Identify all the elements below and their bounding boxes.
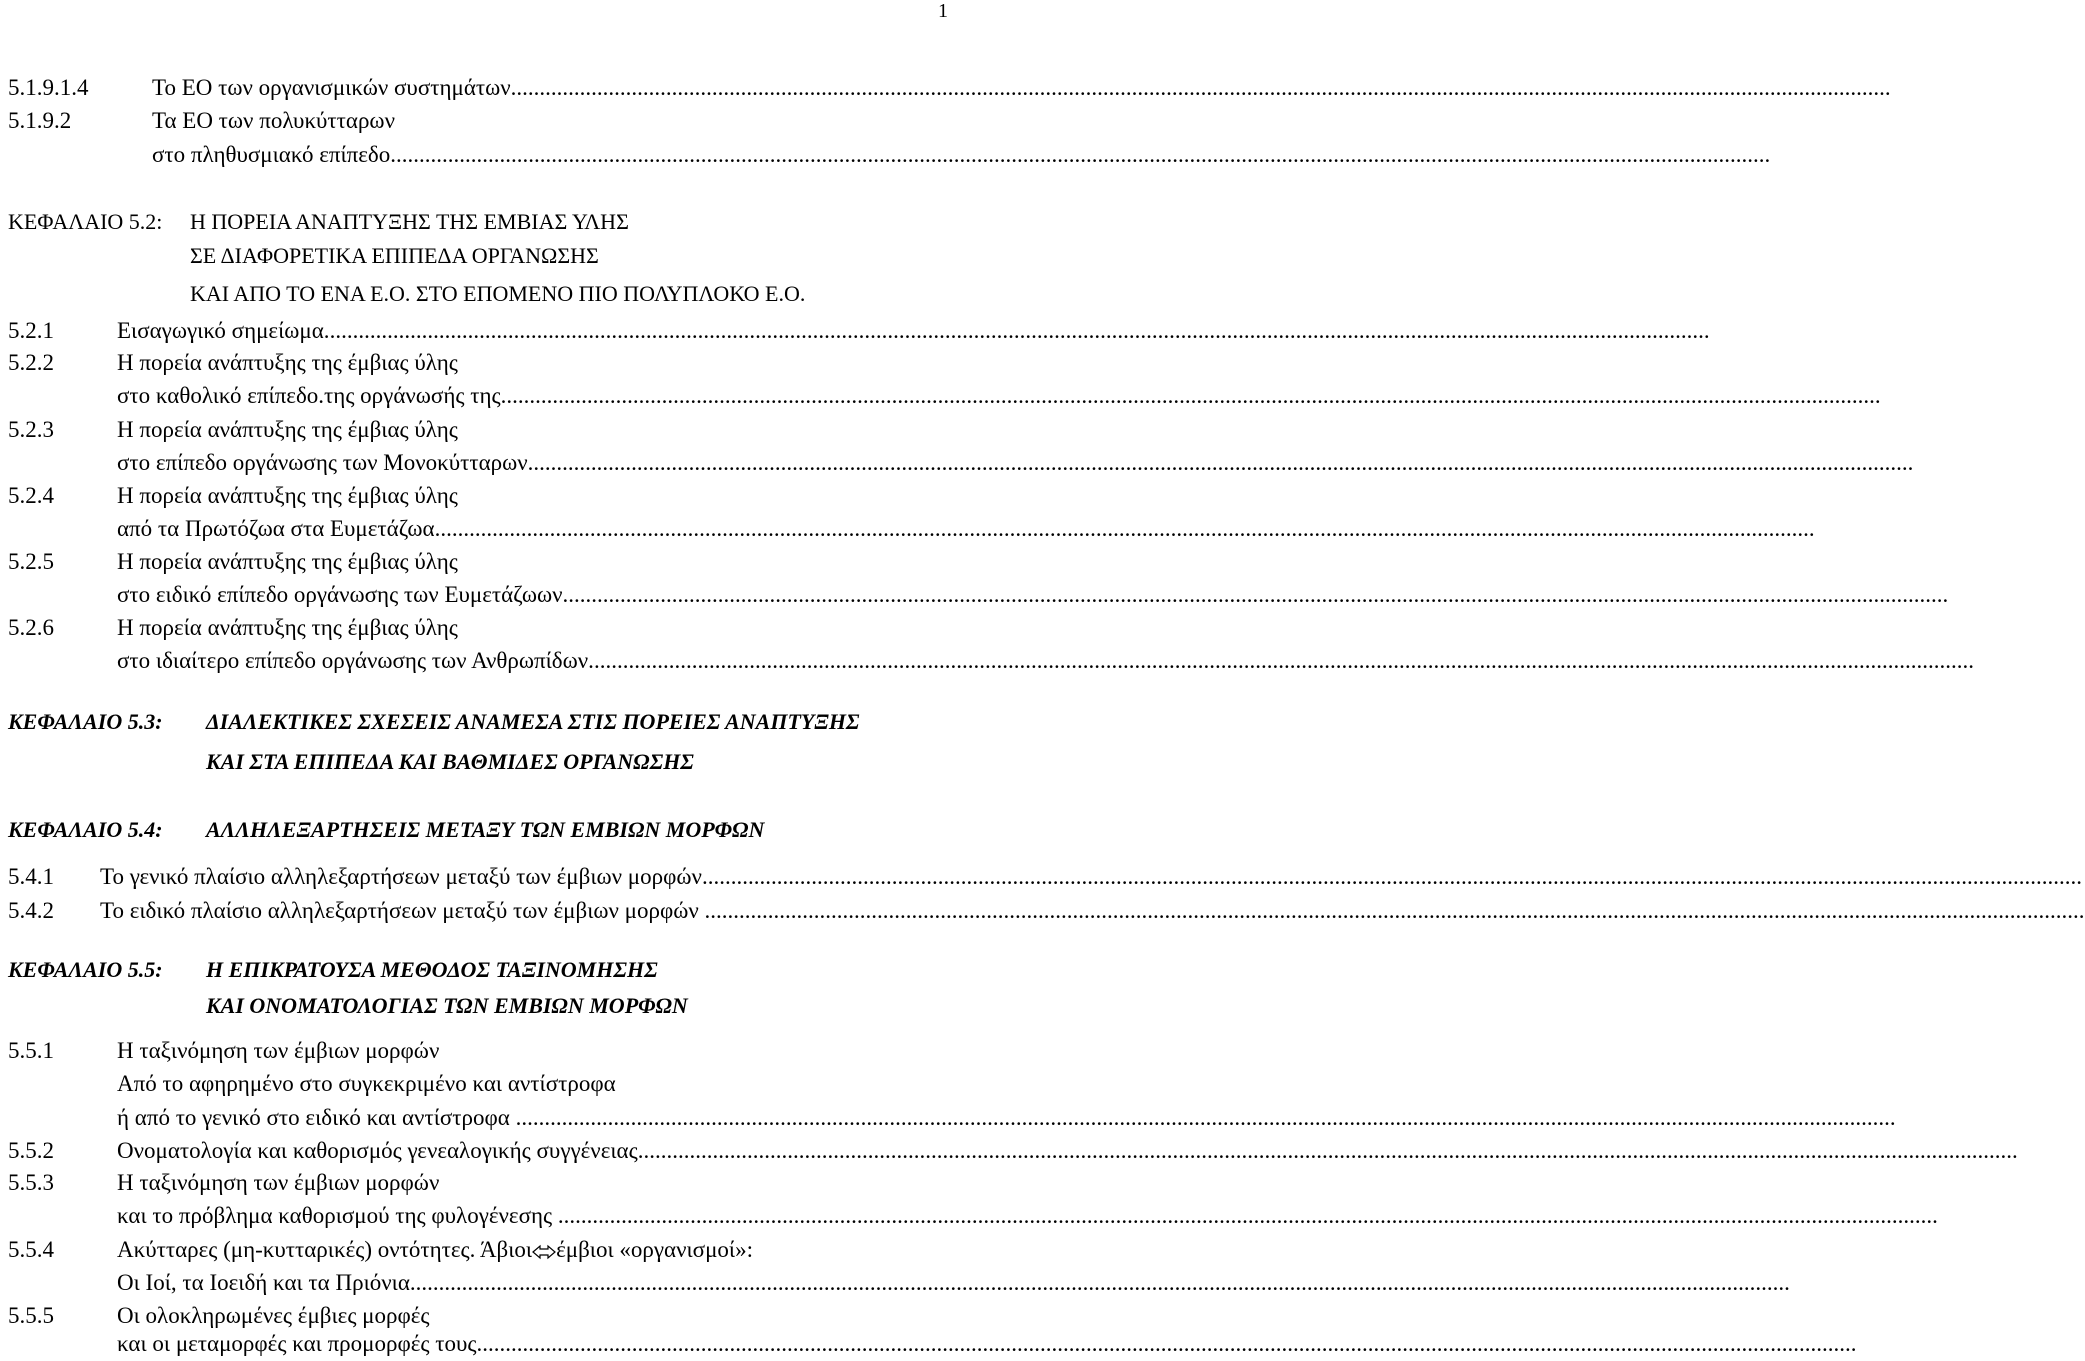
entry-text: Η πορεία ανάπτυξης της έμβιας ύλης (117, 615, 458, 640)
page-number: 1 (938, 0, 948, 22)
entry-text: Η πορεία ανάπτυξης της έμβιας ύλης (117, 483, 458, 508)
chapter-5-5-title-2: ΚΑΙ ΟΝΟΜΑΤΟΛΟΓΙΑΣ ΤΩΝ ΕΜΒΙΩΝ ΜΟΡΦΩΝ (206, 993, 688, 1018)
entry-text: στο ειδικό επίπεδο οργάνωσης των Ευμετάζωων. (117, 582, 569, 607)
chapter-5-4-label: ΚΕΦΑΛΑΙΟ 5.4: (8, 817, 163, 842)
dot-leader: ................................................................................................................................................................................................................................................ (515, 1105, 1896, 1130)
entry-number: 5.5.3 (8, 1170, 54, 1195)
entry-text: στο πληθυσμιακό επίπεδο (152, 142, 391, 167)
entry-line (117, 1327, 1857, 1360)
chapter-5-2-title-2: ΣΕ ΔΙΑΦΟΡΕΤΙΚΑ ΕΠΙΠΕΔΑ ΟΡΓΑΝΩΣΗΣ (190, 243, 599, 268)
entry-number: 5.2.1 (8, 318, 54, 343)
entry-line (117, 644, 1974, 677)
entry-line (100, 860, 2082, 893)
entry-text: Το ειδικό πλαίσιο αλληλεξαρτήσεων μεταξύ των έμβιων μορφών (100, 898, 705, 923)
dot-leader: ................................................................................................................................................................................................................................................ (557, 1203, 1938, 1228)
dot-leader: ................................................................................................................................................................................................................................................ (533, 450, 1914, 475)
chapter-5-3-title-2: ΚΑΙ ΣΤΑ ΕΠΙΠΕΔΑ ΚΑΙ ΒΑΘΜΙΔΕΣ ΟΡΓΑΝΩΣΗΣ (206, 749, 694, 774)
entry-text: στο επίπεδο οργάνωσης των Μονοκύτταρων. (117, 450, 534, 475)
chapter-5-4-title-1: ΑΛΛΗΛΕΞΑΡΤΗΣΕΙΣ ΜΕΤΑΞΥ ΤΩΝ ΕΜΒΙΩΝ ΜΟΡΦΩΝ (206, 817, 765, 842)
entry-text: Οι ολοκληρωμένες έμβιες μορφές (117, 1303, 430, 1328)
chapter-5-3-label: ΚΕΦΑΛΑΙΟ 5.3: (8, 709, 163, 734)
chapter-5-3-title-1: ΔΙΑΛΕΚΤΙΚΕΣ ΣΧΕΣΕΙΣ ΑΝΑΜΕΣΑ ΣΤΙΣ ΠΟΡΕΙΕΣ ΑΝΑΠΤΥΞΗΣ (206, 709, 860, 734)
dot-leader: ................................................................................................................................................................................................................................................ (329, 318, 1710, 343)
entry-text: ή από το γενικό στο ειδικό και αντίστροφα (117, 1105, 516, 1130)
entry-text: Εισαγωγικό σημείωμα. (117, 318, 330, 343)
entry-line (117, 1101, 1896, 1134)
entry-text: στο καθολικό επίπεδο.της οργάνωσής της (117, 383, 501, 408)
entry-text: Από το αφηρημένο στο συγκεκριμένο και αντίστροφα (117, 1071, 616, 1096)
chapter-5-2-title-1: Η ΠΟΡΕΙΑ ΑΝΑΠΤΥΞΗΣ ΤΗΣ ΕΜΒΙΑΣ ΥΛΗΣ (190, 209, 629, 234)
entry-number: 5.2.3 (8, 417, 54, 442)
entry-text: στο ιδιαίτερο επίπεδο οργάνωσης των Ανθρωπίδων. (117, 648, 594, 673)
chapter-5-2-label: ΚΕΦΑΛΑΙΟ 5.2: (8, 209, 163, 234)
entry-number: 5.5.1 (8, 1038, 54, 1063)
entry-number: 5.5.4 (8, 1237, 54, 1262)
entry-line (152, 71, 1891, 104)
entry-number: 5.5.5 (8, 1303, 54, 1328)
entry-line (117, 446, 1914, 479)
entry-number: 5.4.1 (8, 864, 54, 889)
dot-leader: ................................................................................................................................................................................................................................................ (409, 1270, 1790, 1295)
entry-text: Η ταξινόμηση των έμβιων μορφών (117, 1038, 440, 1063)
dot-leader: ................................................................................................................................................................................................................................................ (434, 516, 1815, 541)
entry-text: έμβιοι «οργανισμοί»: (556, 1237, 753, 1262)
entry-text: Η ταξινόμηση των έμβιων μορφών (117, 1170, 440, 1195)
entry-number: 5.5.2 (8, 1138, 54, 1163)
dot-leader: ................................................................................................................................................................................................................................................ (568, 582, 1949, 607)
entry-text: Το ΕΟ των οργανισμικών συστημάτων (152, 75, 511, 100)
dot-leader: ................................................................................................................................................................................................................................................ (593, 648, 1974, 673)
dot-leader: ................................................................................................................................................................................................................................................ (476, 1331, 1857, 1356)
entry-line (117, 512, 1815, 545)
entry-text: Τα ΕΟ των πολυκύτταρων (152, 108, 395, 133)
left-right-arrow-icon (532, 1245, 556, 1259)
entry-line (152, 138, 1771, 171)
entry-number: 5.2.4 (8, 483, 54, 508)
entry-line (117, 314, 1710, 347)
entry-text: από τα Πρωτόζωα στα Ευμετάζωα (117, 516, 435, 541)
entry-text: και το πρόβλημα καθορισμού της φυλογένεσης (117, 1203, 558, 1228)
entry-line (100, 894, 2085, 927)
entry-line (117, 1134, 2018, 1167)
entry-number: 5.1.9.1.4 (8, 75, 89, 100)
dot-leader: ................................................................................................................................................................................................................................................ (390, 142, 1771, 167)
entry-number: 5.2.2 (8, 350, 54, 375)
entry-text: Η πορεία ανάπτυξης της έμβιας ύλης (117, 549, 458, 574)
entry-number: 5.2.6 (8, 615, 54, 640)
entry-line (117, 1266, 1790, 1299)
entry-number: 5.1.9.2 (8, 108, 72, 133)
dot-leader: ................................................................................................................................................................................................................................................ (637, 1138, 2018, 1163)
entry-line (117, 379, 1881, 412)
entry-line (117, 578, 1949, 611)
entry-text: και οι μεταμορφές και προμορφές τους (117, 1331, 477, 1356)
entry-number: 5.2.5 (8, 549, 54, 574)
entry-text: Ονοματολογία και καθορισμός γενεαλογικής συγγένειας (117, 1138, 638, 1163)
dot-leader: ................................................................................................................................................................................................................................................ (500, 383, 1881, 408)
chapter-5-5-title-1: Η ΕΠΙΚΡΑΤΟΥΣΑ ΜΕΘΟΔΟΣ ΤΑΞΙΝΟΜΗΣΗΣ (206, 957, 658, 982)
entry-number: 5.4.2 (8, 898, 54, 923)
entry-text: Η πορεία ανάπτυξης της έμβιας ύλης (117, 417, 458, 442)
entry-text: Η πορεία ανάπτυξης της έμβιας ύλης (117, 350, 458, 375)
chapter-5-5-label: ΚΕΦΑΛΑΙΟ 5.5: (8, 957, 163, 982)
entry-text-with-arrow (117, 1233, 753, 1266)
dot-leader: ................................................................................................................................................................................................................................................ (701, 864, 2082, 889)
dot-leader: ................................................................................................................................................................................................................................................ (510, 75, 1891, 100)
entry-text: Οι Ιοί, τα Ιοειδή και τα Πριόνια (117, 1270, 410, 1295)
chapter-5-2-title-3: ΚΑΙ ΑΠΟ ΤΟ ΕΝΑ Ε.Ο. ΣΤΟ ΕΠΟΜΕΝΟ ΠΙΟ ΠΟΛΥΠΛΟΚΟ Ε.Ο. (190, 281, 806, 306)
dot-leader: ................................................................................................................................................................................................................................................ (704, 898, 2085, 923)
entry-text: Ακύτταρες (μη-κυτταρικές) οντότητες. Άβιοι (117, 1237, 533, 1262)
entry-line (117, 1199, 1938, 1232)
entry-text: Το γενικό πλαίσιο αλληλεξαρτήσεων μεταξύ των έμβιων μορφών (100, 864, 702, 889)
